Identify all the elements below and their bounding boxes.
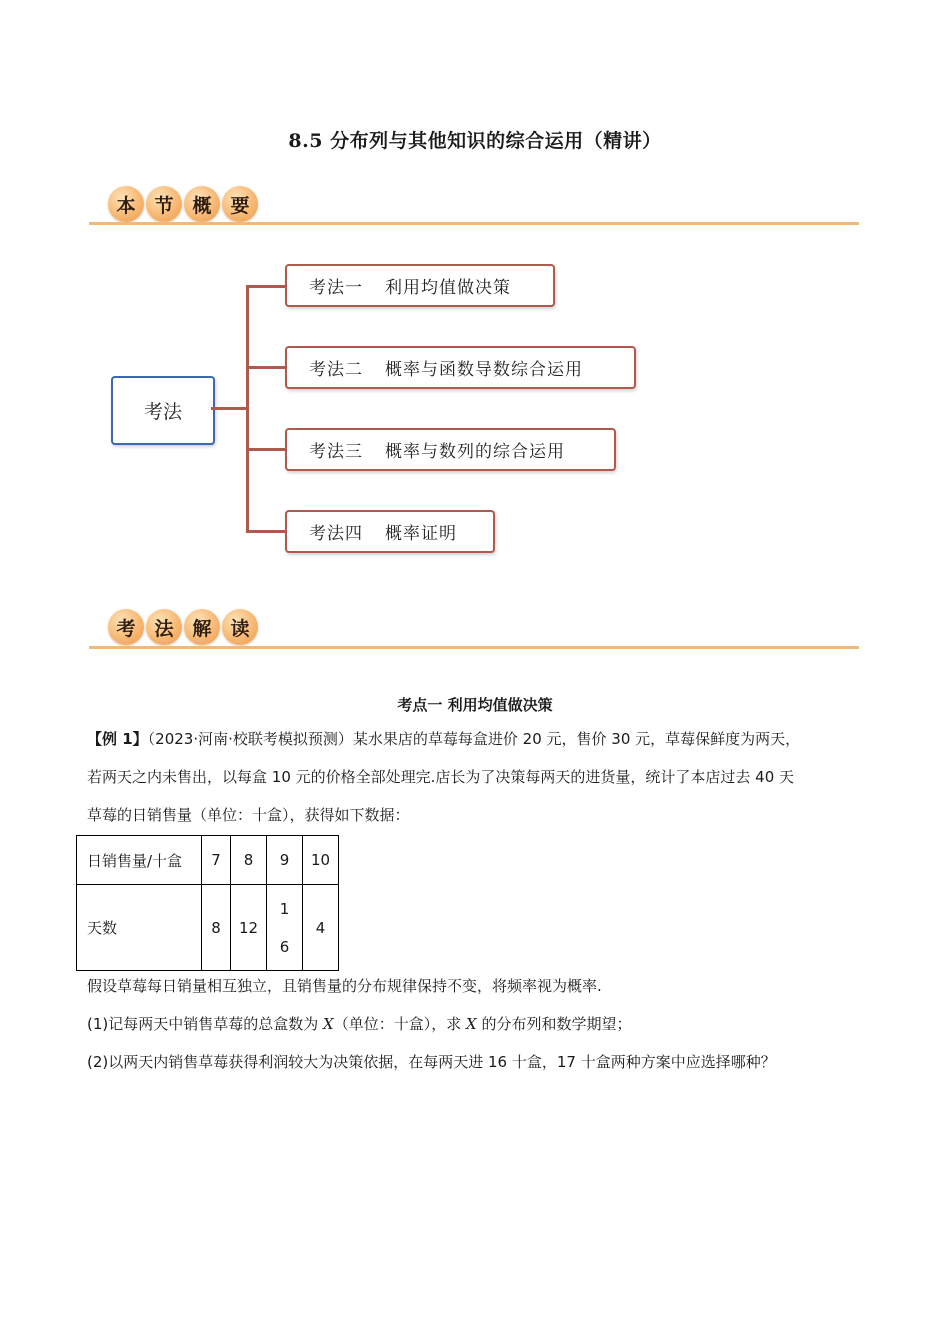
page-title: 8.5 分布列与其他知识的综合运用（精讲） bbox=[288, 130, 662, 152]
sales-table bbox=[76, 835, 339, 971]
branch-label: 考法四 bbox=[309, 524, 363, 544]
branch-label: 考法三 bbox=[309, 442, 363, 462]
banner-char: 解 bbox=[184, 609, 220, 645]
example-line-3: 草莓的日销售量（单位：十盒），获得如下数据： bbox=[87, 806, 410, 824]
divider bbox=[89, 222, 859, 225]
connector-line bbox=[246, 530, 286, 533]
table-cell: 8 bbox=[202, 885, 231, 971]
connector-line bbox=[246, 285, 286, 288]
banner-char: 考 bbox=[108, 609, 144, 645]
banner-char: 读 bbox=[222, 609, 258, 645]
banner-char: 本 bbox=[108, 186, 144, 222]
branch-label: 考法一 bbox=[309, 278, 363, 298]
table-header-cell: 天数 bbox=[77, 885, 202, 971]
banner-char: 节 bbox=[146, 186, 182, 222]
mindmap-branch-3 bbox=[285, 428, 616, 471]
banner-overview bbox=[108, 186, 258, 222]
mindmap-root-label: 考法 bbox=[143, 401, 182, 423]
banner-char: 法 bbox=[146, 609, 182, 645]
branch-text: 利用均值做决策 bbox=[385, 278, 511, 298]
banner-char: 要 bbox=[222, 186, 258, 222]
connector-line bbox=[246, 448, 286, 451]
table-cell: 7 bbox=[202, 836, 231, 885]
mindmap-branch-4 bbox=[285, 510, 495, 553]
connector-line bbox=[246, 366, 286, 369]
table-cell: 9 bbox=[267, 836, 303, 885]
example-text bbox=[87, 720, 867, 834]
mindmap-branch-2 bbox=[285, 346, 636, 389]
mindmap-root bbox=[111, 376, 215, 445]
table-cell: 12 bbox=[231, 885, 267, 971]
section-heading: 考点一 利用均值做决策 bbox=[397, 696, 553, 714]
mindmap-branch-1 bbox=[285, 264, 555, 307]
banner-interpret bbox=[108, 609, 258, 645]
table-cell: 4 bbox=[303, 885, 339, 971]
table-cell: 8 bbox=[231, 836, 267, 885]
divider bbox=[89, 646, 859, 649]
branch-text: 概率与数列的综合运用 bbox=[385, 442, 565, 462]
table-header-cell: 日销售量/十盒 bbox=[77, 836, 202, 885]
example-line-1: 【例 1】（2023·河南·校联考模拟预测）某水果店的草莓每盒进价 20 元，售价 30 元，草莓保鲜度为两天， bbox=[87, 730, 801, 748]
table-row bbox=[77, 836, 339, 885]
question-2: (2)以两天内销售草莓获得利润较大为决策依据，在每两天进 16 十盒，17 十盒两种方案中应选择哪种？ bbox=[87, 1053, 776, 1071]
branch-text: 概率与函数导数综合运用 bbox=[385, 360, 583, 380]
connector-line bbox=[211, 407, 248, 410]
example-line-2: 若两天之内未售出，以每盒 10 元的价格全部处理完.店长为了决策每两天的进货量，统计了本店过去 40 天 bbox=[87, 768, 795, 786]
table-cell-wrapped: 1 6 bbox=[267, 885, 303, 971]
table-row bbox=[77, 885, 339, 971]
question-1: (1)记每两天中销售草莓的总盒数为 X（单位：十盒），求 X 的分布列和数学期望； bbox=[87, 1015, 632, 1033]
branch-text: 概率证明 bbox=[385, 524, 457, 544]
table-cell: 10 bbox=[303, 836, 339, 885]
banner-char: 概 bbox=[184, 186, 220, 222]
branch-label: 考法二 bbox=[309, 360, 363, 380]
example-tag: 【例 1】 bbox=[87, 730, 148, 748]
question-text bbox=[87, 967, 867, 1081]
assumption-line: 假设草莓每日销量相互独立，且销售量的分布规律保持不变，将频率视为概率. bbox=[87, 977, 602, 995]
connector-trunk bbox=[246, 285, 249, 532]
